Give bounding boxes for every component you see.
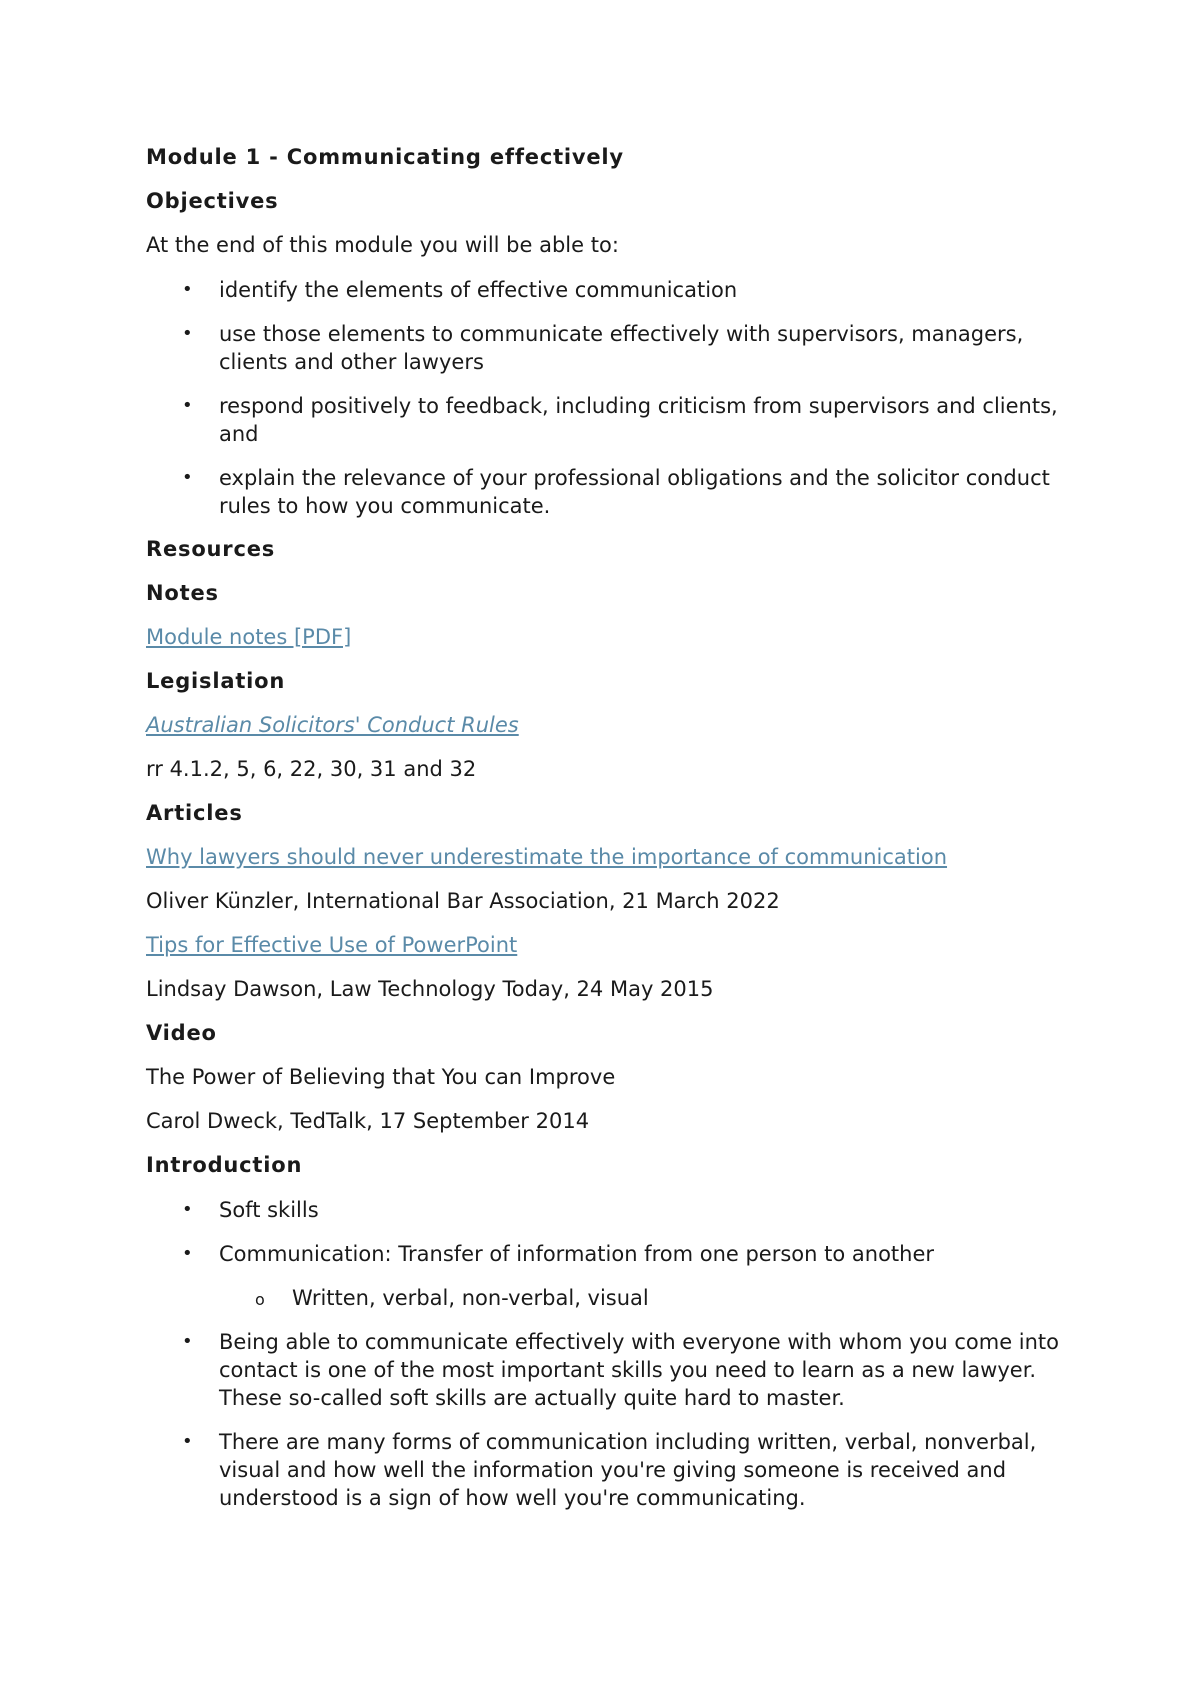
objectives-list — [146, 276, 1066, 520]
objective-text: respond positively to feedback, including criticism from supervisors and clients, and — [219, 394, 1058, 446]
objectives-intro: At the end of this module you will be able to: — [146, 233, 619, 257]
list-item — [146, 276, 1066, 304]
sub-item-text: Written, verbal, non-verbal, visual — [292, 1286, 649, 1310]
video-source: Carol Dweck, TedTalk, 17 September 2014 — [146, 1109, 590, 1133]
conduct-rules-link[interactable]: Australian Solicitors' Conduct Rules — [146, 713, 519, 737]
article-link-communication[interactable]: Why lawyers should never underestimate the importance of communication — [146, 845, 948, 869]
bullet-icon: • — [182, 1243, 193, 1264]
sub-list-item — [219, 1284, 1066, 1312]
articles-heading: Articles — [146, 801, 243, 825]
bullet-icon: • — [182, 467, 193, 488]
list-item — [146, 320, 1066, 376]
legislation-heading: Legislation — [146, 669, 286, 693]
introduction-text: Being able to communicate effectively with everyone with whom you come into contact is one of the most important skills you need to learn as a new lawyer. These so-called soft skills are actually quite hard to master. — [219, 1330, 1060, 1410]
list-item — [146, 1196, 1066, 1224]
bullet-icon: • — [182, 1331, 193, 1352]
list-item — [146, 464, 1066, 520]
module-title: Module 1 - Communicating effectively — [146, 145, 624, 169]
circle-bullet-icon: o — [255, 1290, 265, 1309]
introduction-text: Soft skills — [219, 1198, 319, 1222]
bullet-icon: • — [182, 395, 193, 416]
objective-text: identify the elements of effective communication — [219, 278, 738, 302]
module-notes-link[interactable]: Module notes [PDF] — [146, 625, 352, 649]
video-title: The Power of Believing that You can Improve — [146, 1065, 616, 1089]
article-link-powerpoint[interactable]: Tips for Effective Use of PowerPoint — [146, 933, 518, 957]
list-item — [146, 1240, 1066, 1312]
introduction-text: There are many forms of communication including written, verbal, nonverbal, visual and how well the information you're giving someone is received and understood is a sign of how well you're communicating. — [219, 1430, 1037, 1510]
list-item — [146, 392, 1066, 448]
objective-text: use those elements to communicate effectively with supervisors, managers, clients and other lawyers — [219, 322, 1024, 374]
list-item — [146, 1428, 1066, 1512]
sub-list — [219, 1284, 1066, 1312]
bullet-icon: • — [182, 1199, 193, 1220]
introduction-list — [146, 1196, 1066, 1512]
bullet-icon: • — [182, 323, 193, 344]
video-heading: Video — [146, 1021, 217, 1045]
rules-reference: rr 4.1.2, 5, 6, 22, 30, 31 and 32 — [146, 757, 477, 781]
notes-heading: Notes — [146, 581, 219, 605]
article-source: Oliver Künzler, International Bar Association, 21 March 2022 — [146, 889, 780, 913]
resources-heading: Resources — [146, 537, 276, 561]
bullet-icon: • — [182, 279, 193, 300]
list-item — [146, 1328, 1066, 1412]
article-source: Lindsay Dawson, Law Technology Today, 24 May 2015 — [146, 977, 714, 1001]
bullet-icon: • — [182, 1431, 193, 1452]
introduction-text: Communication: Transfer of information from one person to another — [219, 1242, 935, 1266]
objectives-heading: Objectives — [146, 189, 279, 213]
introduction-heading: Introduction — [146, 1153, 303, 1177]
document-page — [146, 144, 1066, 1528]
objective-text: explain the relevance of your professional obligations and the solicitor conduct rules to how you communicate. — [219, 466, 1050, 518]
